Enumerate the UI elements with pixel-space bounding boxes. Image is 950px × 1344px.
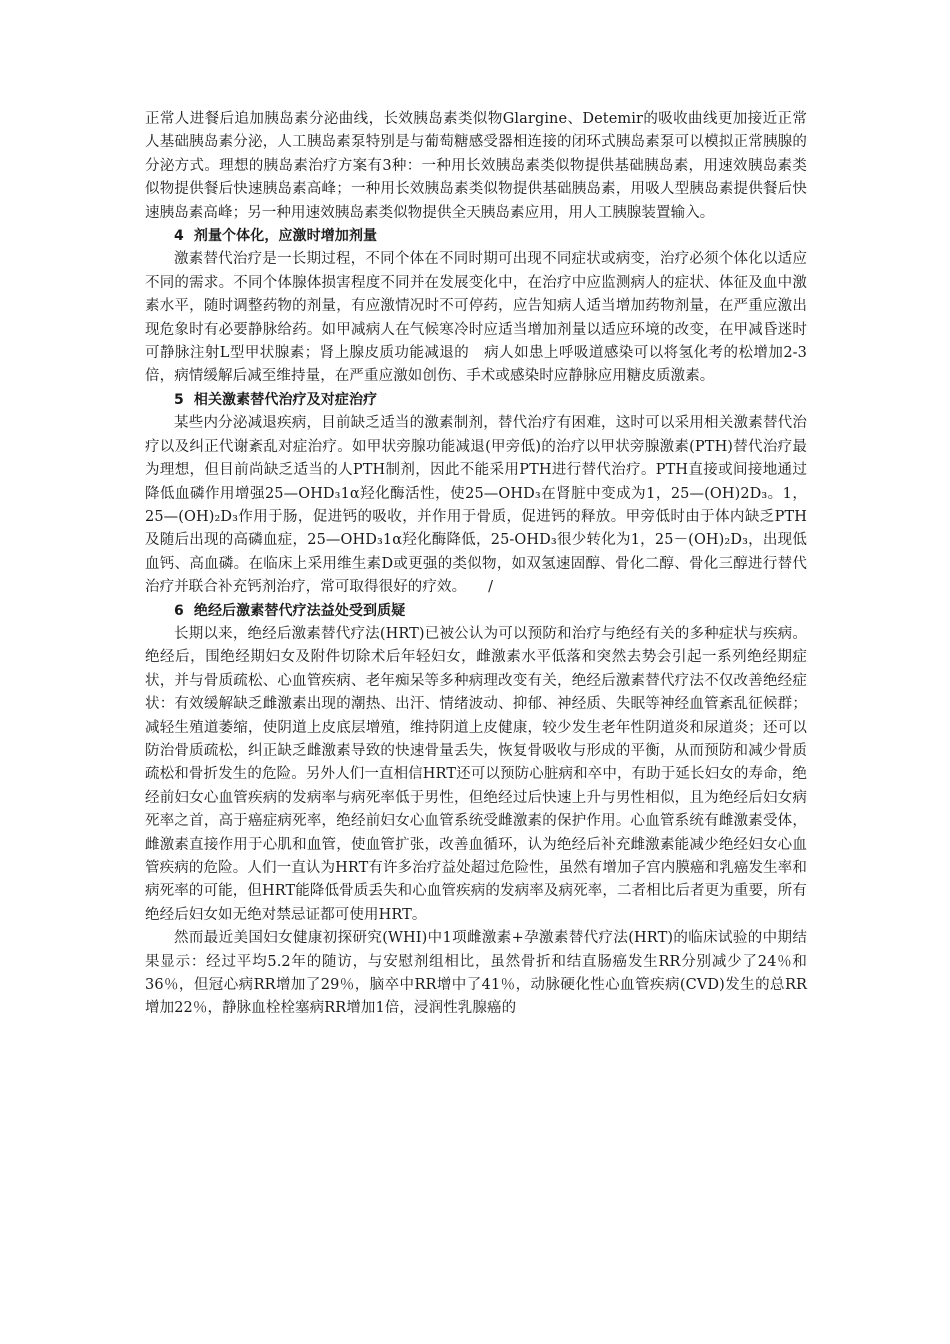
paragraph-whi-results: 然而最近美国妇女健康初探研究(WHI)中1项雌激素+孕激素替代疗法(HRT)的临床试验的中期结果显示：经过平均5.2年的随访，与安慰剂组相比，虽然骨折和结直肠癌发生RR分别减少了24％和36％，但冠心病RR增加了29％，脑卒中RR增中了41％，动脉硬化性心血管疾病(CVD)发生的总RR增加22％，静脉血栓栓塞病RR增加1倍，浸润性乳腺癌的 — [145, 930, 807, 1017]
paragraph-insulin-therapy: 正常人进餐后追加胰岛素分泌曲线，长效胰岛素类似物Glargine、Detemir的吸收曲线更加接近正常人基础胰岛素分泌，人工胰岛素泵特别是与葡萄糖感受器相连接的闭环式胰岛素泵可以模拟正常胰腺的分泌方式。理想的胰岛素治疗方案有3种：一种用长效胰岛素类似物提供基础胰岛素，用速效胰岛素类似物提供餐后快速胰岛素高峰；一种用长效胰岛素类似物提供基础胰岛素，用吸人型胰岛素提供餐后快速胰岛素高峰；另一种用速效胰岛素类似物提供全天胰岛素应用，用人工胰腺装置输入。 — [145, 111, 807, 221]
section-title: 绝经后激素替代疗法益处受到质疑 — [193, 602, 406, 619]
section-heading-4 — [145, 225, 807, 248]
section-title: 相关激素替代治疗及对症治疗 — [193, 391, 378, 408]
paragraph-related-replacement: 某些内分泌减退疾病，目前缺乏适当的激素制剂，替代治疗有困难，这时可以采用相关激素替代治疗以及纠正代谢紊乱对症治疗。如甲状旁腺功能减退(甲旁低)的治疗以甲状旁腺激素(PTH)替代治疗最为理想，但目前尚缺乏适当的人PTH制剂，因此不能采用PTH进行替代治疗。PTH直接或间接地通过降低血磷作用增强25—OHD₃1α羟化酶活性，使25—OHD₃在肾脏中变成为1，25—(OH)2D₃。1，25—(OH)₂D₃作用于肠，促进钙的吸收，并作用于骨质，促进钙的释放。甲旁低时由于体内缺乏PTH及随后出现的高磷血症，25—OHD₃1α羟化酶降低，25-OHD₃很少转化为1，25－(OH)₂D₃，出现低血钙、高血磷。在临床上采用维生素D或更强的类似物，如双氢速固醇、骨化二醇、骨化三醇进行替代治疗并联合补充钙剂治疗，常可取得很好的疗效。 / — [145, 415, 807, 596]
paragraph-hrt-history: 长期以来，绝经后激素替代疗法(HRT)已被公认为可以预防和治疗与绝经有关的多种症状与疾病。绝经后，围绝经期妇女及附件切除术后年轻妇女，雌激素水平低落和突然去势会引起一系列绝经期症状，并与骨质疏松、心血管疾病、老年痴呆等多种病理改变有关，绝经后激素替代疗法不仅改善绝经症状：有效缓解缺乏雌激素出现的潮热、出汗、情绪波动、抑郁、神经质、失眠等神经血管紊乱征候群；减轻生殖道萎缩，使阴道上皮底层增殖，维持阴道上皮健康，较少发生老年性阴道炎和尿道炎；还可以防治骨质疏松，纠正缺乏雌激素导致的快速骨量丢失，恢复骨吸收与形成的平衡，从而预防和减少骨质疏松和骨折发生的危险。另外人们一直相信HRT还可以预防心脏病和卒中，有助于延长妇女的寿命，绝经前妇女心血管疾病的发病率与病死率低于男性，但绝经过后快速上升与男性相似，且为绝经后妇女病死率之首，高于癌症病死率，绝经前妇女心血管系统受雌激素的保护作用。心血管系统有雌激素受体，雌激素直接作用于心肌和血管，使血管扩张，改善血循环，认为绝经后补充雌激素能减少绝经妇女心血管疾病的危险。人们一直认为HRT有许多治疗益处超过危险性，虽然有增加子宫内膜癌和乳癌发生率和病死率的可能，但HRT能降低骨质丢失和心血管疾病的发病率及病死率，二者相比后者更为重要，所有绝经后妇女如无绝对禁忌证都可使用HRT。 — [145, 625, 807, 923]
section-number: 5 — [174, 391, 184, 408]
section-title: 剂量个体化，应激时增加剂量 — [193, 228, 378, 245]
section-number: 6 — [174, 602, 184, 619]
section-number: 4 — [174, 228, 184, 245]
paragraph-dose-individualization: 激素替代治疗是一长期过程，不同个体在不同时期可出现不同症状或病变，治疗必须个体化以适应不同的需求。不同个体腺体损害程度不同并在发展变化中，在治疗中应监测病人的症状、体征及血中激素水平，随时调整药物的剂量，有应激情况时不可停药，应告知病人适当增加药物剂量，在严重应激出现危象时有必要静脉给药。如甲减病人在气候寒冷时应适当增加剂量以适应环境的改变，在甲减昏迷时可静脉注射L型甲状腺素；肾上腺皮质功能减退的 病人如患上呼吸道感染可以将氢化考的松增加2-3倍，病情缓解后减至维持量，在严重应激如创伤、手术或感染时应静脉应用糖皮质激素。 — [145, 251, 807, 385]
section-heading-5 — [145, 389, 807, 412]
document-page — [145, 108, 807, 1021]
section-heading-6 — [145, 600, 807, 623]
